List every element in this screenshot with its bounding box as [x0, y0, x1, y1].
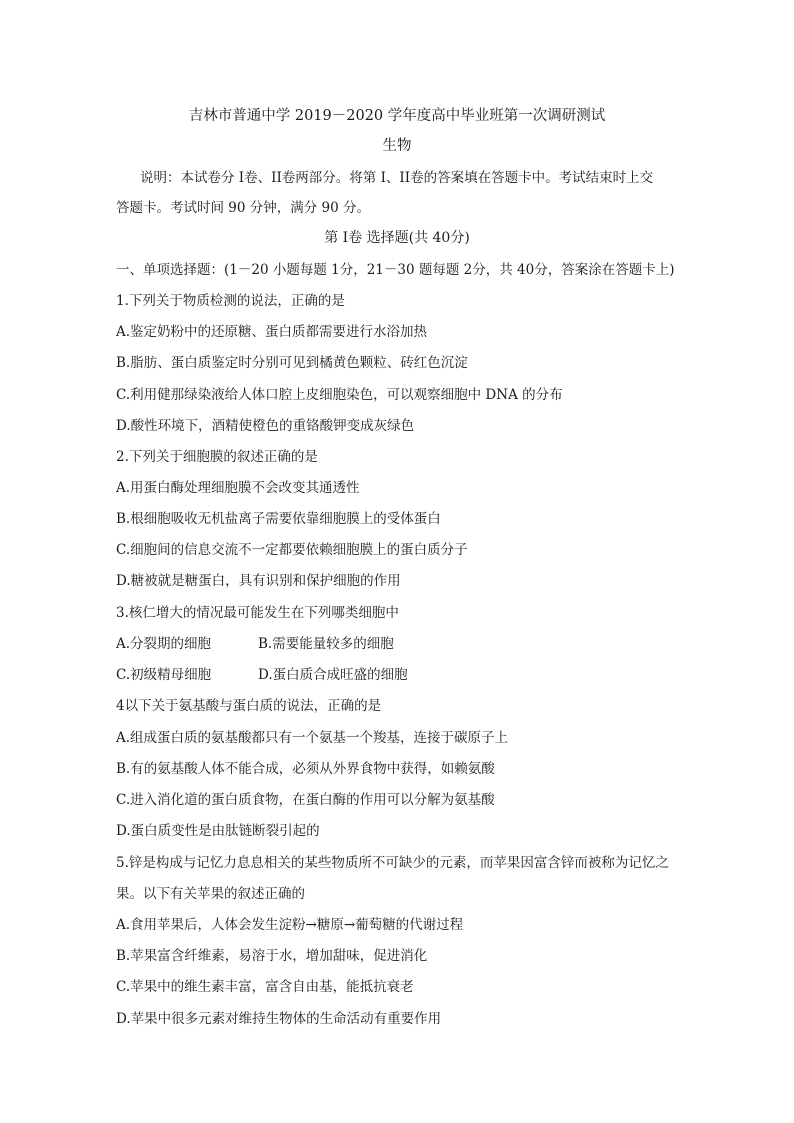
option-a: A.用蛋白酶处理细胞膜不会改变其通透性 [116, 480, 360, 496]
option-c: C.进入消化道的蛋白质食物，在蛋白酶的作用可以分解为氨基酸 [116, 792, 495, 808]
instructions-line-1: 说明：本试卷分 I卷、II卷两部分。将第 I、II卷的答案填在答题卡中。考试结束时上交 [140, 170, 654, 186]
option-c: C.利用健那绿染液给人体口腔上皮细胞染色，可以观察细胞中 DNA 的分布 [116, 387, 563, 403]
option-a: A.食用苹果后，人体会发生淀粉→糖原→葡萄糖的代谢过程 [116, 917, 464, 933]
option-d: D.苹果中很多元素对维持生物体的生命活动有重要作用 [116, 1011, 442, 1027]
option-c: C.苹果中的维生素丰富，富含自由基，能抵抗衰老 [116, 979, 414, 995]
exam-subject: 生物 [382, 138, 412, 154]
option-d: D.糖被就是糖蛋白，具有识别和保护细胞的作用 [116, 573, 401, 589]
question-stem: 2.下列关于细胞膜的叙述正确的是 [116, 449, 318, 465]
option-b: B.脂肪、蛋白质鉴定时分别可见到橘黄色颗粒、砖红色沉淀 [116, 355, 468, 371]
question-stem: 3.核仁增大的情况最可能发生在下列哪类细胞中 [116, 605, 399, 621]
option-b: B.根细胞吸收无机盐离子需要依靠细胞膜上的受体蛋白 [116, 511, 441, 527]
option-a: A.鉴定奶粉中的还原糖、蛋白质都需要进行水浴加热 [116, 324, 428, 340]
instructions-line-2: 答题卡。考试时间 90 分钟，满分 90 分。 [116, 200, 371, 216]
option-a: A.组成蛋白质的氨基酸都只有一个氨基一个羧基，连接于碳原子上 [116, 730, 509, 746]
question-stem-continued: 果。以下有关苹果的叙述正确的 [116, 886, 305, 902]
option-c: C.细胞间的信息交流不一定都要依赖细胞膜上的蛋白质分子 [116, 542, 468, 558]
option-c: C.初级精母细胞 [116, 667, 212, 683]
option-b: B.需要能量较多的细胞 [258, 636, 394, 652]
section-intro: 一、单项选择题：(1－20 小题每题 1分，21－30 题每题 2分，共 40分，答案涂在答题卡上) [116, 262, 675, 278]
section-title: 第 I卷 选择题(共 40分) [324, 230, 470, 246]
option-a: A.分裂期的细胞 [116, 636, 212, 652]
question-stem: 4以下关于氨基酸与蛋白质的说法，正确的是 [116, 698, 382, 714]
question-stem: 1.下列关于物质检测的说法，正确的是 [116, 293, 345, 309]
option-b: B.苹果富含纤维素，易溶于水，增加甜味，促进消化 [116, 948, 428, 964]
exam-title: 吉林市普通中学 2019－2020 学年度高中毕业班第一次调研测试 [188, 108, 606, 124]
question-stem: 5.锌是构成与记忆力息息相关的某些物质所不可缺少的元素，而苹果因富含锌而被称为记忆之 [116, 855, 669, 871]
option-d: D.蛋白质合成旺盛的细胞 [258, 667, 408, 683]
option-d: D.蛋白质变性是由肽链断裂引起的 [116, 823, 320, 839]
option-d: D.酸性环境下，酒精使橙色的重铬酸钾变成灰绿色 [116, 418, 415, 434]
option-b: B.有的氨基酸人体不能合成，必须从外界食物中获得，如赖氨酸 [116, 761, 495, 777]
